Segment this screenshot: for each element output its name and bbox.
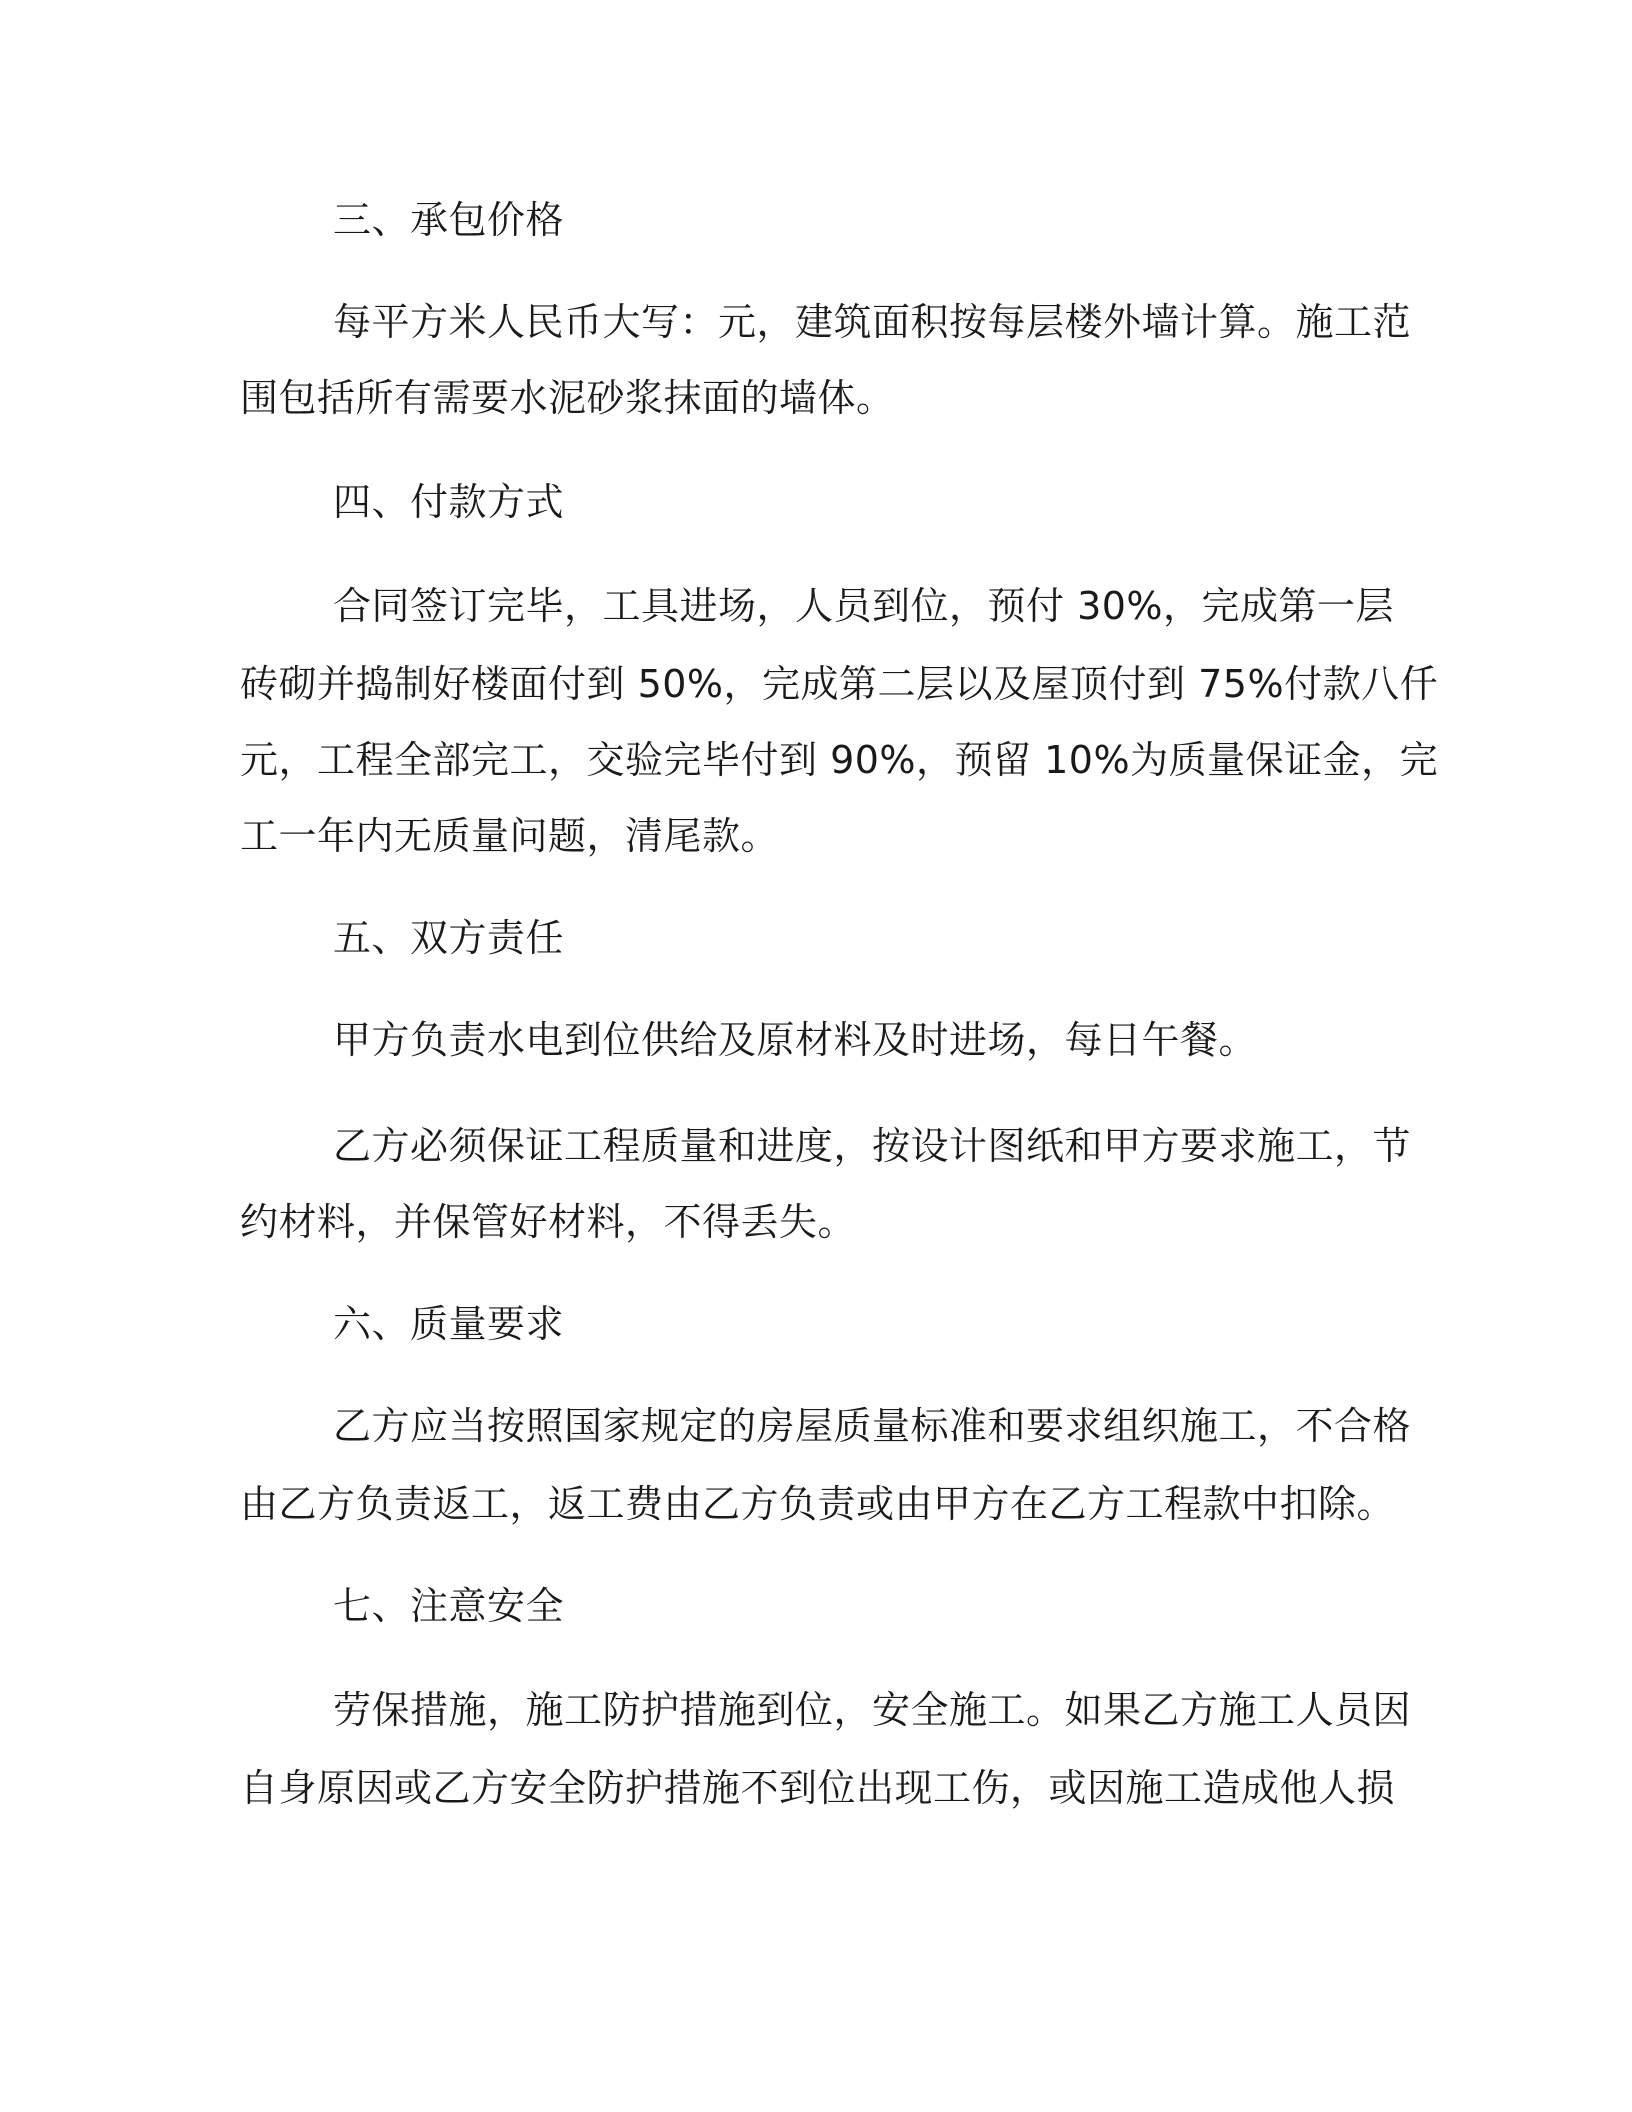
section-heading: 七、注意安全 (333, 1584, 565, 1628)
paragraph-line: 乙方必须保证工程质量和进度，按设计图纸和甲方要求施工，节 (333, 1124, 1412, 1168)
paragraph-line: 砖砌并捣制好楼面付到 50%，完成第二层以及屋顶付到 75%付款八仟 (240, 662, 1439, 706)
paragraph-line: 每平方米人民币大写：元，建筑面积按每层楼外墙计算。施工范 (333, 300, 1412, 344)
section-heading: 六、质量要求 (333, 1302, 565, 1346)
paragraph-line: 合同签订完毕，工具进场，人员到位，预付 30%，完成第一层 (333, 584, 1395, 628)
paragraph-line: 乙方应当按照国家规定的房屋质量标准和要求组织施工，不合格 (333, 1404, 1412, 1448)
paragraph-line: 元，工程全部完工，交验完毕付到 90%，预留 10%为质量保证金，完 (240, 738, 1439, 782)
section-heading: 五、双方责任 (333, 916, 565, 960)
paragraph-line: 由乙方负责返工，返工费由乙方负责或由甲方在乙方工程款中扣除。 (240, 1482, 1396, 1526)
paragraph-line: 自身原因或乙方安全防护措施不到位出现工伤，或因施工造成他人损 (240, 1766, 1396, 1810)
paragraph-line: 甲方负责水电到位供给及原材料及时进场，每日午餐。 (333, 1018, 1258, 1062)
paragraph-line: 工一年内无质量问题，清尾款。 (240, 814, 780, 858)
paragraph-line: 约材料，并保管好材料，不得丢失。 (240, 1200, 857, 1244)
paragraph-line: 围包括所有需要水泥砂浆抹面的墙体。 (240, 376, 895, 420)
paragraph-line: 劳保措施，施工防护措施到位，安全施工。如果乙方施工人员因 (333, 1688, 1412, 1732)
section-heading: 四、付款方式 (333, 480, 565, 524)
section-heading: 三、承包价格 (333, 198, 565, 242)
